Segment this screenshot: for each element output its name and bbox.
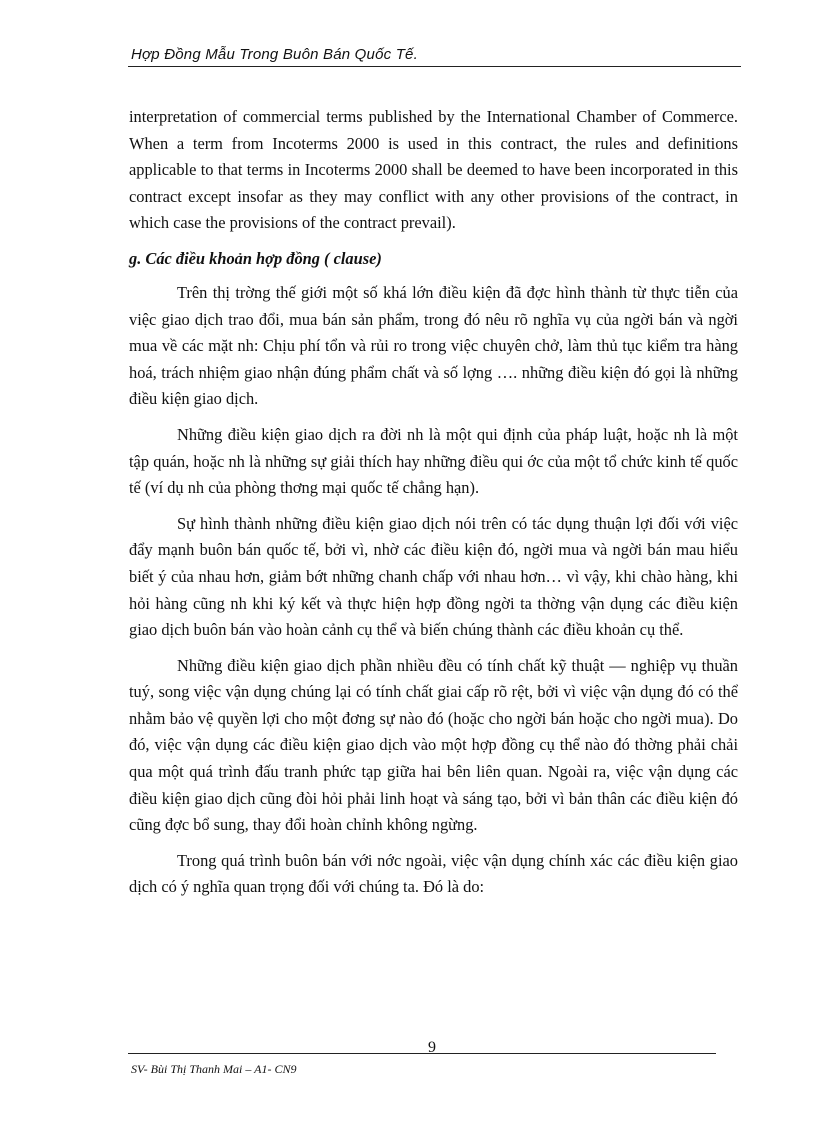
- section-heading: g. Các điều khoản hợp đồng ( clause): [129, 248, 382, 268]
- footer-author: SV- Bùi Thị Thanh Mai – A1- CN9: [131, 1062, 297, 1076]
- document-body: [129, 104, 738, 910]
- body-paragraph: Những điều kiện giao dịch ra đời nh là một qui định của pháp luật, hoặc nh là một tập quán, hoặc nh là những sự giải thích hay những điều qui ớc của một tổ chức kinh tế quốc tế (ví dụ nh của phòng thơng mại quốc tế chẳng hạn).: [129, 424, 738, 498]
- body-paragraph: Trên thị trờng thế giới một số khá lớn điều kiện đã đợc hình thành từ thực tiễn của việc giao dịch trao đổi, mua bán sản phẩm, trong đó nêu rõ nghĩa vụ của ngời bán và ngời mua về các mặt nh: Chịu phí tổn và rủi ro trong việc chuyên chở, làm thủ tục kiểm tra hàng hoá, trách nhiệm giao nhận đúng phẩm chất và số lợng …. những điều kiện đó gọi là những điều kiện giao dịch.: [129, 282, 738, 409]
- page-number: 9: [428, 1039, 436, 1056]
- footer-rule: [128, 1053, 716, 1054]
- header-rule: [128, 66, 741, 67]
- body-paragraph: Sự hình thành những điều kiện giao dịch nói trên có tác dụng thuận lợi đối với việc đẩy mạnh buôn bán quốc tế, bởi vì, nhờ các điều kiện đó, ngời mua và ngời bán mau hiểu biết ý của nhau hơn, giảm bớt những chanh chấp với nhau hơn… vì vậy, khi chào hàng, khi hỏi hàng cũng nh khi ký kết và thực hiện hợp đồng ngời ta thờng vận dụng các điều kiện giao dịch buôn bán vào hoàn cảnh cụ thể và biến chúng thành các điều khoản cụ thể.: [129, 513, 738, 640]
- running-header-title: Hợp Đồng Mẫu Trong Buôn Bán Quốc Tế.: [131, 46, 418, 63]
- intro-paragraph: interpretation of commercial terms published by the International Chamber of Commerce. When a term from Incoterms 2000 is used in this contract, the rules and definitions applicable to that terms in Incoterms 2000 shall be deemed to have been incorporated in this contract except insofar as they may conflict with any other provisions of the contract, in which case the provisions of the contract prevail).: [129, 107, 738, 233]
- body-paragraph: Những điều kiện giao dịch phần nhiều đều có tính chất kỹ thuật — nghiệp vụ thuần tuý, song việc vận dụng chúng lại có tính chất giai cấp rõ rệt, bởi vì việc vận dụng đó có thể nhằm bảo vệ quyền lợi cho một đơng sự nào đó (hoặc cho ngời bán hoặc cho ngời mua). Do đó, việc vận dụng các điều kiện giao dịch vào một hợp đồng cụ thể nào đó thờng phải chải qua một quá trình đấu tranh phức tạp giữa hai bên liên quan. Ngoài ra, việc vận dụng các điều kiện giao dịch cũng đòi hỏi phải linh hoạt và sáng tạo, bởi vì bản thân các điều kiện đó cũng đợc bổ sung, thay đổi hoàn chỉnh không ngừng.: [129, 655, 738, 835]
- body-paragraph: Trong quá trình buôn bán với nớc ngoài, việc vận dụng chính xác các điều kiện giao dịch có ý nghĩa quan trọng đối với chúng ta. Đó là do:: [129, 850, 738, 897]
